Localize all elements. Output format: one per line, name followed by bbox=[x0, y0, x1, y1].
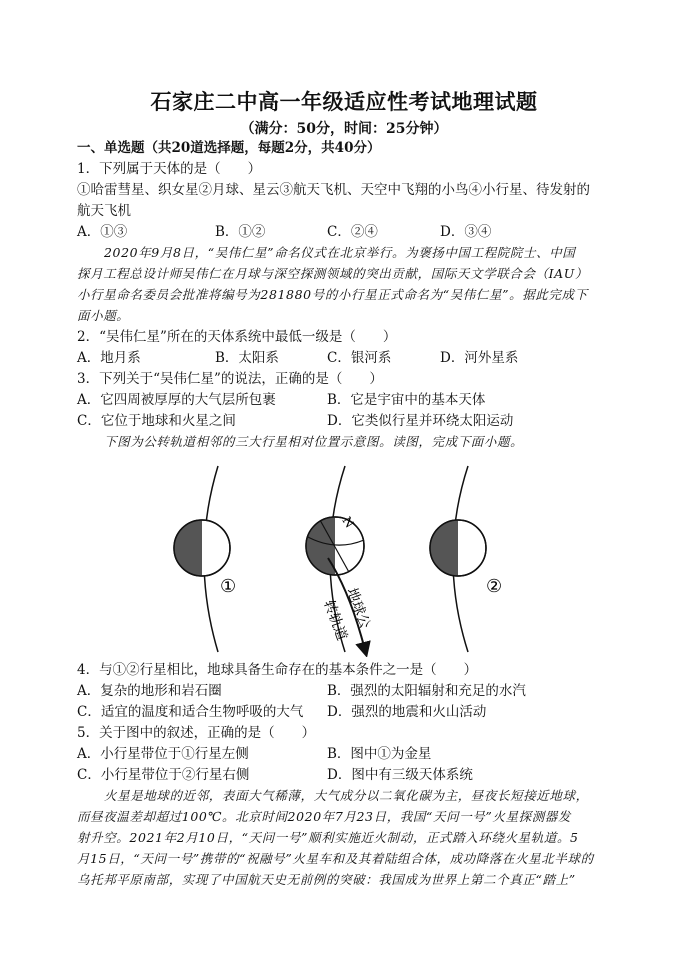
section-heading: 一、单选题（共20道选择题，每题2分，共40分） bbox=[77, 140, 381, 156]
q1-option-d: D．③④ bbox=[440, 224, 492, 240]
passage1-line1: 2020年9月8日，“吴伟仁星”命名仪式在北京举行。为褒扬中国工程院院士、中国 bbox=[104, 245, 576, 260]
q1-option-b: B．①② bbox=[215, 224, 266, 240]
q5-option-b: B．图中①为金星 bbox=[327, 746, 432, 762]
planet-2 bbox=[430, 520, 486, 576]
q4-stem: 4．与①②行星相比，地球具备生命存在的基本条件之一是（ ） bbox=[77, 662, 478, 678]
north-label: N bbox=[339, 514, 357, 531]
q1-stem: 1．下列属于天体的是（ ） bbox=[77, 161, 262, 177]
q5-option-d: D．图中有三级天体系统 bbox=[327, 767, 473, 783]
passage1-line3: 小行星命名委员会批准将编号为281880号的小行星正式命名为“吴伟仁星”。据此完成下 bbox=[77, 287, 588, 302]
passage1-line4: 面小题。 bbox=[77, 308, 130, 323]
planet-label-2: ② bbox=[486, 576, 503, 597]
planet-diagram-svg bbox=[150, 462, 590, 657]
q3-option-b: B．它是宇宙中的基本天体 bbox=[327, 392, 486, 408]
q4-option-d: D．强烈的地震和火山活动 bbox=[327, 704, 487, 720]
planet-1 bbox=[174, 520, 230, 576]
planet-label-1: ① bbox=[220, 576, 237, 597]
q3-stem: 3．下列关于“吴伟仁星”的说法，正确的是（ ） bbox=[77, 371, 383, 387]
q2-option-a: A．地月系 bbox=[77, 350, 141, 366]
q2-option-c: C．银河系 bbox=[327, 350, 392, 366]
orbit-label-2: 转轨道 bbox=[320, 597, 350, 643]
passage3-line1: 火星是地球的近邻，表面大气稀薄，大气成分以二氧化碳为主，昼夜长短接近地球， bbox=[104, 788, 589, 803]
q3-option-a: A．它四周被厚厚的大气层所包裹 bbox=[77, 392, 276, 408]
q4-option-c: C．适宜的温度和适合生物呼吸的大气 bbox=[77, 704, 304, 720]
planet-position-diagram bbox=[150, 462, 590, 657]
orbit-label-1: 地球公 bbox=[343, 585, 373, 631]
passage3-line2: 而昼夜温差却超过100℃。北京时间2020年7月23日，我国“天问一号”火星探测器发 bbox=[77, 809, 571, 824]
passage3-line3: 射升空。2021年2月10日，“天问一号”顺利实施近火制动，正式踏入环绕火星轨道。5 bbox=[77, 830, 579, 845]
q1-option-c: C．②④ bbox=[327, 224, 378, 240]
passage2: 下图为公转轨道相邻的三大行星相对位置示意图。读图，完成下面小题。 bbox=[104, 434, 524, 449]
q1-option-a: A．①③ bbox=[77, 224, 128, 240]
q1-items-line2: 航天飞机 bbox=[77, 203, 131, 219]
passage3-line4: 月15日，“天问一号”携带的“祝融号”火星车和及其着陆组合体，成功降落在火星北半球的 bbox=[77, 851, 594, 866]
exam-subtitle: （满分：50分，时间：25分钟） bbox=[240, 121, 448, 137]
q4-option-a: A．复杂的地形和岩石圈 bbox=[77, 683, 222, 699]
earth-planet bbox=[306, 517, 364, 575]
q5-option-a: A．小行星带位于①行星左侧 bbox=[77, 746, 249, 762]
q1-items-line1: ①哈雷彗星、织女星②月球、星云③航天飞机、天空中飞翔的小鸟④小行星、待发射的 bbox=[77, 182, 590, 198]
q3-option-c: C．它位于地球和火星之间 bbox=[77, 413, 236, 429]
page-title: 石家庄二中高一年级适应性考试地理试题 bbox=[150, 90, 538, 114]
passage1-line2: 探月工程总设计师吴伟仁在月球与深空探测领域的突出贡献，国际天文学联合会（IAU） bbox=[77, 266, 589, 281]
q4-option-b: B．强烈的太阳辐射和充足的水汽 bbox=[327, 683, 526, 699]
q2-option-b: B．太阳系 bbox=[215, 350, 279, 366]
q3-option-d: D．它类似行星并环绕太阳运动 bbox=[327, 413, 514, 429]
q5-option-c: C．小行星带位于②行星右侧 bbox=[77, 767, 250, 783]
q5-stem: 5．关于图中的叙述，正确的是（ ） bbox=[77, 725, 316, 741]
passage3-line5: 乌托邦平原南部，实现了中国航天史无前例的突破：我国成为世界上第二个真正“踏上” bbox=[77, 872, 576, 887]
q2-stem: 2．“吴伟仁星”所在的天体系统中最低一级是（ ） bbox=[77, 329, 397, 345]
q2-option-d: D．河外星系 bbox=[440, 350, 519, 366]
